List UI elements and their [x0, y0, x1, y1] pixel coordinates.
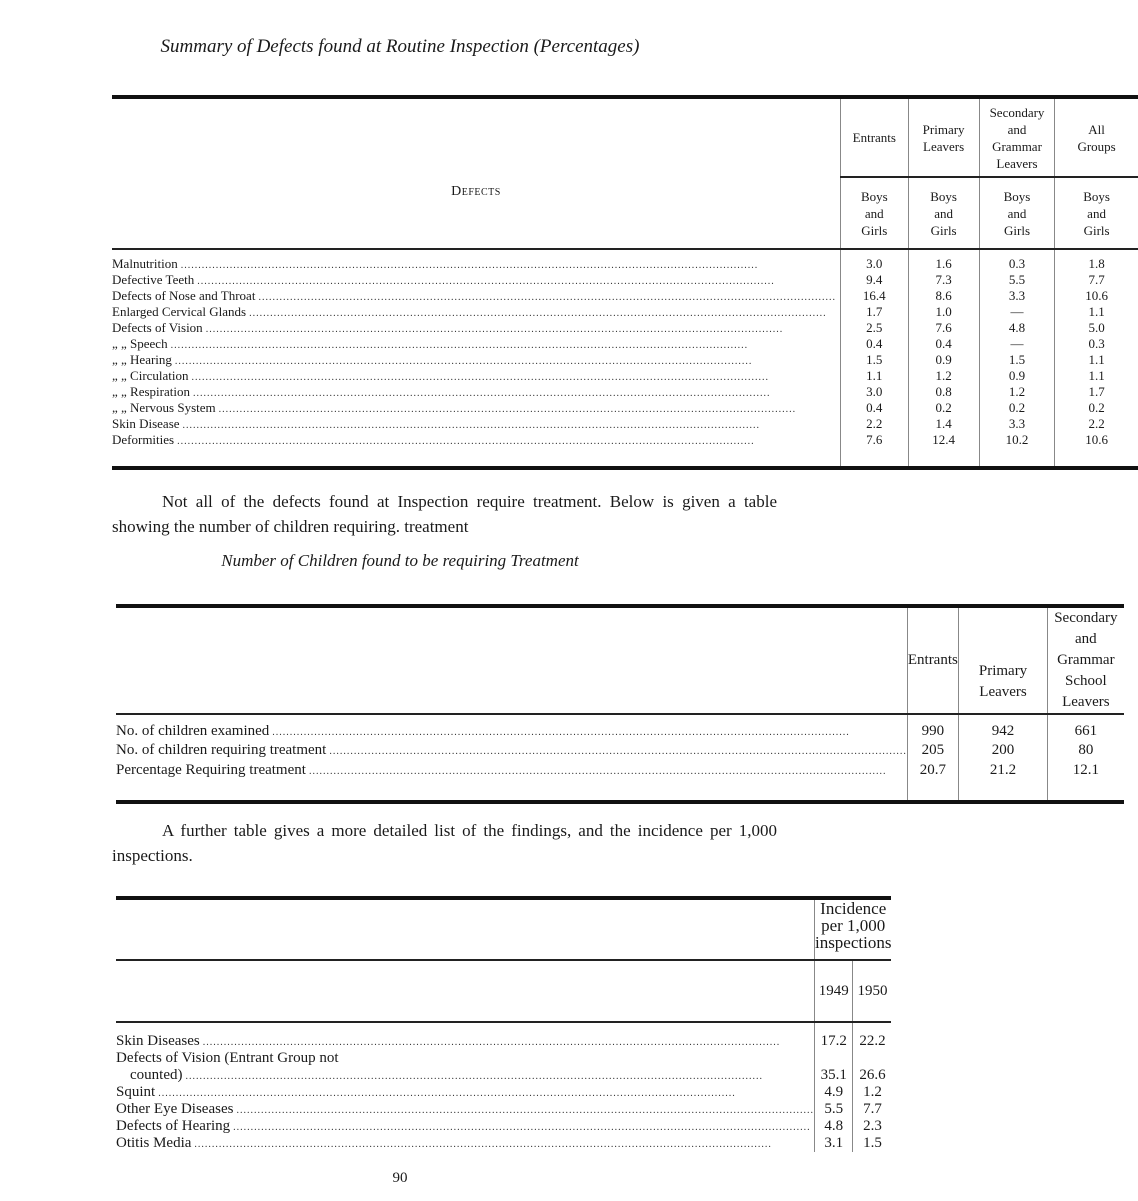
value-cell: 0.2	[908, 400, 979, 416]
defect-label	[112, 272, 840, 288]
defect-label	[112, 249, 840, 272]
row-label-line: counted)	[130, 1067, 183, 1083]
value-cell: 205	[907, 740, 958, 760]
value-cell: 7.7	[1055, 272, 1138, 288]
defect-label	[112, 400, 840, 416]
dot-leader	[158, 1088, 814, 1099]
table-row	[116, 1084, 891, 1101]
value-cell: 1.7	[840, 304, 908, 320]
value-cell: 10.2	[979, 432, 1055, 448]
value-cell: 20.7	[907, 760, 958, 780]
dot-leader	[183, 420, 836, 431]
table-row	[116, 740, 1124, 760]
row-label-line: Defects of Vision (Entrant Group not	[116, 1050, 339, 1066]
row-label-text: Squint	[116, 1084, 156, 1100]
value-cell: 5.5	[979, 272, 1055, 288]
value-cell: 990	[907, 714, 958, 740]
value-cell: 0.4	[840, 336, 908, 352]
row-label-text: Defects of Nose and Throat	[112, 288, 256, 303]
paragraph-treatment-intro: Not all of the defects found at Inspection require treatment. Below is given a table showing the number of children requiring. treatment	[112, 492, 777, 536]
defect-label	[112, 416, 840, 432]
table-row	[116, 714, 1124, 740]
value-cell: 35.1	[814, 1050, 853, 1084]
row-label-text: „ „ Nervous System	[112, 400, 216, 415]
value-cell: 1.8	[1055, 249, 1138, 272]
table1-header-entrants: Entrants	[840, 97, 908, 177]
row-label-text: Defective Teeth	[112, 272, 195, 287]
table1-header-primary: Primary Leavers	[908, 97, 979, 177]
table-row	[112, 336, 1138, 352]
row-label-text: Percentage Requiring treatment	[116, 761, 306, 778]
value-cell: 4.8	[814, 1118, 853, 1135]
value-cell: 0.3	[979, 249, 1055, 272]
dot-leader	[206, 324, 836, 335]
dot-leader	[219, 404, 836, 415]
row-label-text: Malnutrition	[112, 256, 178, 271]
value-cell: 0.3	[1055, 336, 1138, 352]
row-label-text: No. of children requiring treatment	[116, 741, 327, 758]
value-cell: 942	[958, 714, 1047, 740]
table-row	[112, 400, 1138, 416]
value-cell: 7.6	[908, 320, 979, 336]
value-cell: 3.0	[840, 384, 908, 400]
table1-subheader: Boys and Girls	[1055, 177, 1138, 249]
defect-label	[112, 384, 840, 400]
value-cell: 2.2	[1055, 416, 1138, 432]
value-cell: 661	[1048, 714, 1124, 740]
value-cell: 1.1	[1055, 352, 1138, 368]
row-label-text: „ „ Respiration	[112, 384, 190, 399]
row-label-text: „ „ Hearing	[112, 352, 172, 367]
value-cell: 0.4	[908, 336, 979, 352]
defects-percentage-table	[112, 95, 1138, 470]
table-row	[112, 416, 1138, 432]
incidence-group-header: Incidence per 1,000 inspections	[814, 898, 891, 960]
value-cell: 2.3	[853, 1118, 891, 1135]
value-cell: 1.0	[908, 304, 979, 320]
treatment-row-label	[116, 760, 907, 780]
value-cell: 12.4	[908, 432, 979, 448]
table-row	[112, 432, 1138, 448]
dot-leader	[197, 276, 836, 287]
value-cell: 4.9	[814, 1084, 853, 1101]
defect-label	[112, 304, 840, 320]
table3-header-1949: 1949	[814, 960, 853, 1022]
incidence-row-label	[116, 1050, 814, 1084]
row-label-text: Defects of Vision	[112, 320, 203, 335]
table1-header-all-groups: All Groups	[1055, 97, 1138, 177]
incidence-row-label	[116, 1135, 814, 1152]
value-cell: 3.0	[840, 249, 908, 272]
table-row	[112, 249, 1138, 272]
table-row	[116, 760, 1124, 780]
defects-column-header: Defects	[451, 184, 501, 199]
value-cell: 80	[1048, 740, 1124, 760]
defect-label	[112, 432, 840, 448]
dot-leader	[192, 372, 836, 383]
value-cell: 0.8	[908, 384, 979, 400]
value-cell: 1.2	[853, 1084, 891, 1101]
row-label-text: No. of children examined	[116, 723, 270, 739]
defect-label	[112, 352, 840, 368]
row-label-text: Otitis Media	[116, 1135, 192, 1151]
value-cell: 7.7	[853, 1101, 891, 1118]
value-cell: 5.0	[1055, 320, 1138, 336]
dot-leader	[258, 292, 836, 303]
incidence-row-label	[116, 1118, 814, 1135]
value-cell: 2.2	[840, 416, 908, 432]
incidence-row-label	[116, 1101, 814, 1118]
treatment-table-title: Number of Children found to be requiring Treatment	[221, 551, 579, 570]
table1-subheader: Boys and Girls	[908, 177, 979, 249]
table1-header-secondary: Secondary and Grammar Leavers	[979, 97, 1055, 177]
dot-leader	[233, 1122, 814, 1133]
table-row	[112, 304, 1138, 320]
row-label-text: Skin Diseases	[116, 1033, 200, 1049]
value-cell: 0.4	[840, 400, 908, 416]
table-row	[116, 1118, 891, 1135]
defect-label	[112, 368, 840, 384]
table-row	[112, 272, 1138, 288]
value-cell: 9.4	[840, 272, 908, 288]
row-label-text: Skin Disease	[112, 416, 180, 431]
treatment-row-label	[116, 740, 907, 760]
row-label-text: Other Eye Diseases	[116, 1101, 234, 1117]
paragraph-incidence-intro: A further table gives a more detailed list of the findings, and the incidence per 1,000 inspections.	[112, 821, 777, 865]
value-cell: 1.5	[840, 352, 908, 368]
value-cell: 22.2	[853, 1022, 891, 1050]
dot-leader	[171, 340, 836, 351]
defect-label	[112, 288, 840, 304]
value-cell: 16.4	[840, 288, 908, 304]
value-cell: 7.6	[840, 432, 908, 448]
table-row	[116, 1022, 891, 1050]
value-cell: 7.3	[908, 272, 979, 288]
value-cell: 8.6	[908, 288, 979, 304]
table-row	[112, 288, 1138, 304]
value-cell: 1.7	[1055, 384, 1138, 400]
row-label-text: Deformities	[112, 432, 175, 447]
value-cell: 21.2	[958, 760, 1047, 780]
incidence-table	[116, 896, 891, 1152]
value-cell: 1.5	[979, 352, 1055, 368]
value-cell: 1.2	[979, 384, 1055, 400]
row-label-text: Defects of Hearing	[116, 1118, 231, 1134]
table-row	[116, 1050, 891, 1084]
value-cell: —	[979, 336, 1055, 352]
dot-leader	[249, 308, 836, 319]
table1-subheader: Boys and Girls	[979, 177, 1055, 249]
value-cell: 0.9	[979, 368, 1055, 384]
value-cell: 1.1	[1055, 368, 1138, 384]
dot-leader	[272, 727, 907, 738]
value-cell: 200	[958, 740, 1047, 760]
value-cell: 1.1	[1055, 304, 1138, 320]
table3-header-1950: 1950	[853, 960, 891, 1022]
value-cell: 1.4	[908, 416, 979, 432]
treatment-row-label	[116, 714, 907, 740]
row-label-text: Enlarged Cervical Glands	[112, 304, 247, 319]
value-cell: 10.6	[1055, 432, 1138, 448]
table2-header-entrants: Entrants	[907, 606, 958, 714]
table-row	[112, 384, 1138, 400]
page-title: Summary of Defects found at Routine Inspection (Percentages)	[160, 36, 640, 57]
table-row	[112, 368, 1138, 384]
table-row	[112, 320, 1138, 336]
value-cell: 2.5	[840, 320, 908, 336]
page-number: 90	[392, 1170, 408, 1186]
dot-leader	[181, 260, 836, 271]
table-row	[116, 1101, 891, 1118]
incidence-row-label	[116, 1084, 814, 1101]
value-cell: 26.6	[853, 1050, 891, 1084]
dot-leader	[203, 1037, 814, 1048]
value-cell: 0.2	[979, 400, 1055, 416]
dot-leader	[236, 1105, 814, 1116]
table2-header-primary: Primary Leavers	[958, 606, 1047, 714]
value-cell: 12.1	[1048, 760, 1124, 780]
value-cell: 1.2	[908, 368, 979, 384]
defect-label	[112, 336, 840, 352]
value-cell: 1.1	[840, 368, 908, 384]
value-cell: —	[979, 304, 1055, 320]
value-cell: 3.3	[979, 288, 1055, 304]
value-cell: 3.1	[814, 1135, 853, 1152]
treatment-table	[116, 604, 1124, 804]
value-cell: 17.2	[814, 1022, 853, 1050]
value-cell: 5.5	[814, 1101, 853, 1118]
value-cell: 4.8	[979, 320, 1055, 336]
table2-header-secondary: Secondary and Grammar School Leavers	[1048, 606, 1124, 714]
value-cell: 0.9	[908, 352, 979, 368]
dot-leader	[193, 388, 836, 399]
dot-leader	[177, 436, 836, 447]
table-row	[112, 352, 1138, 368]
dot-leader	[185, 1071, 813, 1082]
dot-leader	[329, 746, 907, 757]
value-cell: 1.6	[908, 249, 979, 272]
row-label-text: „ „ Circulation	[112, 368, 189, 383]
table1-subheader: Boys and Girls	[840, 177, 908, 249]
dot-leader	[175, 356, 836, 367]
row-label-text: „ „ Speech	[112, 336, 168, 351]
dot-leader	[194, 1139, 814, 1150]
value-cell: 3.3	[979, 416, 1055, 432]
incidence-row-label	[116, 1022, 814, 1050]
value-cell: 1.5	[853, 1135, 891, 1152]
defect-label	[112, 320, 840, 336]
dot-leader	[309, 766, 907, 777]
value-cell: 0.2	[1055, 400, 1138, 416]
table-row	[116, 1135, 891, 1152]
value-cell: 10.6	[1055, 288, 1138, 304]
